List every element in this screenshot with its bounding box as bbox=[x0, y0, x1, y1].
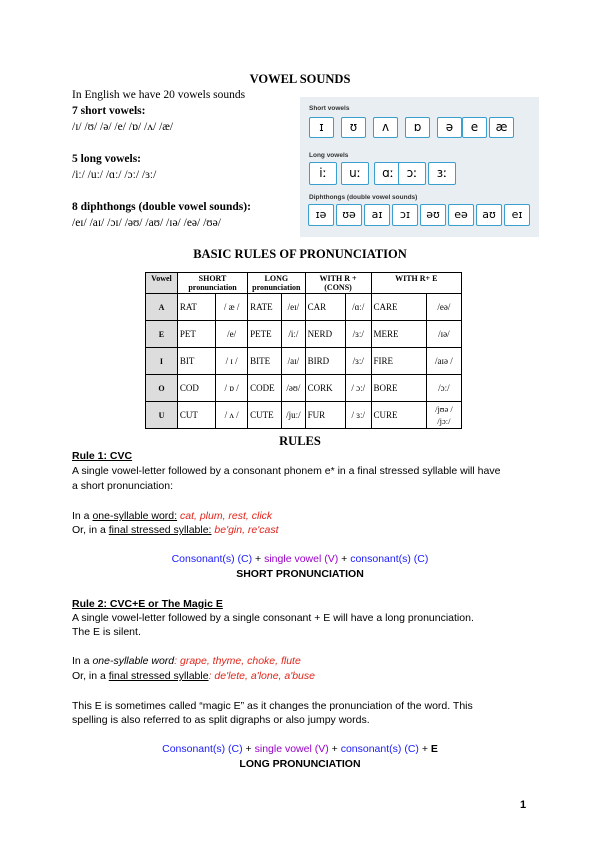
table-cell: /eə/ bbox=[426, 294, 461, 321]
rule2-formula bbox=[0, 743, 600, 755]
example-prefix: Or, in a bbox=[72, 670, 109, 682]
example-link: final stressed syllable: bbox=[108, 524, 212, 536]
short-vowels-list: /ɪ/ /ʊ/ /ə/ /e/ /ɒ/ /ʌ/ /æ/ bbox=[72, 121, 174, 133]
rule1-heading: Rule 1: CVC bbox=[72, 450, 133, 462]
formula-plus: + bbox=[328, 743, 341, 755]
table-cell: BIT bbox=[177, 348, 215, 375]
rule1-desc: a short pronunciation: bbox=[72, 480, 173, 492]
formula-vowel: single vowel (V) bbox=[254, 743, 329, 755]
table-cell: /ɔː/ bbox=[426, 375, 461, 402]
table-cell: /ɪə/ bbox=[426, 321, 461, 348]
page-title: VOWEL SOUNDS bbox=[249, 72, 351, 86]
long-vowels-heading: 5 long vowels: bbox=[72, 153, 141, 165]
table-cell: CODE bbox=[248, 375, 282, 402]
table-cell: /e/ bbox=[216, 321, 248, 348]
short-vowels-heading: 7 short vowels: bbox=[72, 105, 146, 117]
table-cell: / æ / bbox=[216, 294, 248, 321]
example-prefix: In a bbox=[72, 510, 93, 522]
table-cell: / ɒ / bbox=[216, 375, 248, 402]
chart-short-tile: ɪ bbox=[309, 117, 334, 138]
table-cell: NERD bbox=[305, 321, 345, 348]
rule2-desc: The E is silent. bbox=[72, 626, 141, 638]
formula-vowel: single vowel (V) bbox=[264, 553, 339, 565]
pronunciation-table bbox=[145, 272, 462, 429]
chart-short-tile: æ bbox=[489, 117, 514, 138]
chart-long-label: Long vowels bbox=[309, 152, 349, 159]
table-header-r-cons: WITH R + (CONS) bbox=[305, 273, 371, 294]
intro-text: In English we have 20 vowels sounds bbox=[72, 89, 246, 101]
chart-long-tile: iː bbox=[309, 162, 337, 185]
chart-long-tile: ɜː bbox=[428, 162, 456, 185]
table-header-long: LONG pronunciation bbox=[248, 273, 305, 294]
table-cell: CUTE bbox=[248, 402, 282, 429]
diphthongs-list: /eɪ/ /aɪ/ /ɔɪ/ /əʊ/ /aʊ/ /ɪə/ /eə/ /ʊə/ bbox=[72, 217, 221, 229]
chart-diph-label: Diphthongs (double vowel sounds) bbox=[309, 194, 418, 201]
table-cell: / ɔː/ bbox=[345, 375, 371, 402]
table-cell: /ɑː/ bbox=[345, 294, 371, 321]
table-row bbox=[146, 348, 462, 375]
example-link: one-syllable word bbox=[92, 655, 175, 667]
chart-diph-tile: ɔɪ bbox=[392, 204, 418, 226]
example-words: cat, plum, rest, click bbox=[177, 510, 273, 522]
table-cell-vowel: I bbox=[146, 348, 178, 375]
example-link: final stressed syllable bbox=[108, 670, 209, 682]
table-cell: RAT bbox=[177, 294, 215, 321]
chart-diph-tile: aʊ bbox=[476, 204, 502, 226]
basic-rules-title: BASIC RULES OF PRONUNCIATION bbox=[193, 247, 407, 261]
chart-long-tile: uː bbox=[341, 162, 369, 185]
rules-title: RULES bbox=[279, 434, 321, 448]
table-row bbox=[146, 402, 462, 429]
formula-plus: + bbox=[338, 553, 351, 565]
rule2-example-one-syllable bbox=[72, 655, 301, 667]
table-cell: PETE bbox=[248, 321, 282, 348]
table-cell: FUR bbox=[305, 402, 345, 429]
table-row bbox=[146, 321, 462, 348]
rule1-formula bbox=[0, 553, 600, 565]
table-cell: /eɪ/ bbox=[282, 294, 305, 321]
rule2-example-final-stressed bbox=[72, 670, 315, 682]
chart-diph-tile: aɪ bbox=[364, 204, 390, 226]
rule2-heading: Rule 2: CVC+E or The Magic E bbox=[72, 598, 223, 610]
example-words: : de'lete, a'lone, a'buse bbox=[208, 670, 315, 682]
table-row bbox=[146, 375, 462, 402]
page-number: 1 bbox=[520, 799, 527, 811]
table-cell-vowel: U bbox=[146, 402, 178, 429]
phoneme-chart bbox=[300, 97, 539, 237]
table-cell-vowel: E bbox=[146, 321, 178, 348]
chart-diph-tile: əʊ bbox=[420, 204, 446, 226]
chart-long-tile: ɔː bbox=[398, 162, 426, 185]
formula-plus: + bbox=[242, 743, 255, 755]
table-cell: BITE bbox=[248, 348, 282, 375]
example-link: one-syllable word: bbox=[92, 510, 178, 522]
table-cell: COD bbox=[177, 375, 215, 402]
example-prefix: Or, in a bbox=[72, 524, 109, 536]
table-cell: BORE bbox=[371, 375, 426, 402]
chart-short-tile: ə bbox=[437, 117, 462, 138]
example-words: be'gin, re'cast bbox=[211, 524, 279, 536]
table-cell: CORK bbox=[305, 375, 345, 402]
table-cell: CURE bbox=[371, 402, 426, 429]
example-words: : grape, thyme, choke, flute bbox=[174, 655, 301, 667]
formula-plus: + bbox=[252, 553, 265, 565]
table-header-short: SHORT pronunciation bbox=[177, 273, 247, 294]
table-header-vowel: Vowel bbox=[146, 273, 178, 294]
formula-consonant: Consonant(s) (C) bbox=[162, 743, 243, 755]
formula-e: E bbox=[430, 743, 438, 755]
chart-diph-tile: ʊə bbox=[336, 204, 362, 226]
table-cell: /aɪ/ bbox=[282, 348, 305, 375]
chart-short-tile: ʊ bbox=[341, 117, 366, 138]
rule1-example-one-syllable bbox=[72, 510, 272, 522]
table-cell: PET bbox=[177, 321, 215, 348]
chart-long-tile: ɑː bbox=[374, 162, 402, 185]
chart-diph-tile: ɪə bbox=[308, 204, 334, 226]
rule2-magic-e-desc: This E is sometimes called “magic E” as it changes the pronunciation of the word. This bbox=[72, 700, 473, 712]
chart-short-tile: e bbox=[462, 117, 487, 138]
diphthongs-heading: 8 diphthongs (double vowel sounds): bbox=[72, 201, 251, 213]
table-cell: /ɜː/ bbox=[345, 321, 371, 348]
table-cell: /iː/ bbox=[282, 321, 305, 348]
table-cell: /aɪə / bbox=[426, 348, 461, 375]
long-vowels-list: /iː/ /uː/ /ɑː/ /ɔː/ /ɜː/ bbox=[72, 169, 157, 181]
table-cell: / ʌ / bbox=[216, 402, 248, 429]
chart-short-label: Short vowels bbox=[309, 105, 350, 112]
table-cell: CARE bbox=[371, 294, 426, 321]
chart-diph-tile: eɪ bbox=[504, 204, 530, 226]
table-cell: CAR bbox=[305, 294, 345, 321]
formula-consonant: consonant(s) (C) bbox=[340, 743, 419, 755]
table-cell: RATE bbox=[248, 294, 282, 321]
table-cell: / ɪ / bbox=[216, 348, 248, 375]
rule1-result: SHORT PRONUNCIATION bbox=[236, 568, 364, 580]
table-cell-vowel: A bbox=[146, 294, 178, 321]
rule2-desc: A single vowel-letter followed by a single consonant + E will have a long pronunciation. bbox=[72, 612, 474, 624]
formula-plus: + bbox=[418, 743, 431, 755]
rule2-magic-e-desc: spelling is also referred to as split digraphs or also jumpy words. bbox=[72, 714, 370, 726]
chart-short-tile: ɒ bbox=[405, 117, 430, 138]
table-cell: BIRD bbox=[305, 348, 345, 375]
rule1-desc: A single vowel-letter followed by a consonant phonem e* in a final stressed syllable will have bbox=[72, 465, 501, 477]
table-cell-vowel: O bbox=[146, 375, 178, 402]
table-cell: MERE bbox=[371, 321, 426, 348]
formula-consonant: Consonant(s) (C) bbox=[171, 553, 253, 565]
rule2-result: LONG PRONUNCIATION bbox=[239, 758, 361, 770]
table-cell: /jʊə / /jɔː/ bbox=[426, 402, 461, 429]
table-cell: /əʊ/ bbox=[282, 375, 305, 402]
table-cell: FIRE bbox=[371, 348, 426, 375]
table-header-r-e: WITH R+ E bbox=[371, 273, 461, 294]
chart-diph-tile: eə bbox=[448, 204, 474, 226]
table-cell: /ɜː/ bbox=[345, 348, 371, 375]
rule1-example-final-stressed bbox=[72, 524, 279, 536]
table-cell: CUT bbox=[177, 402, 215, 429]
formula-consonant: consonant(s) (C) bbox=[350, 553, 429, 565]
chart-short-tile: ʌ bbox=[373, 117, 398, 138]
table-cell: / ɜː/ bbox=[345, 402, 371, 429]
table-cell: /juː/ bbox=[282, 402, 305, 429]
example-prefix: In a bbox=[72, 655, 93, 667]
table-row bbox=[146, 294, 462, 321]
